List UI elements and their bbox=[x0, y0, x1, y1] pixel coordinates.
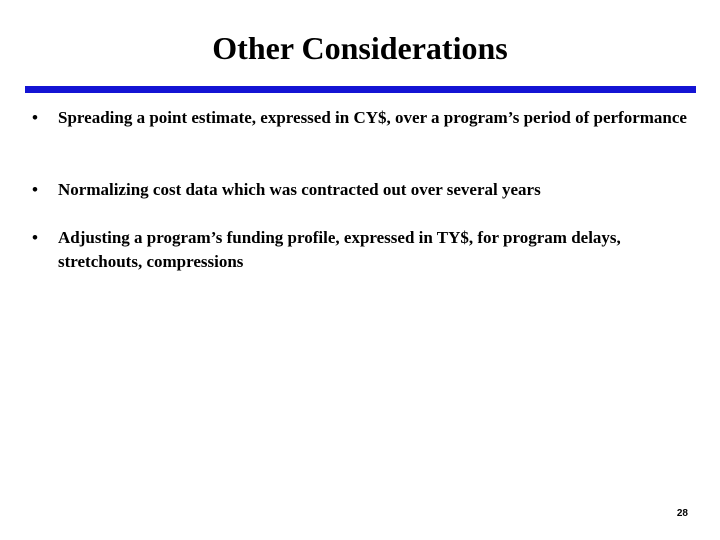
page-number: 28 bbox=[676, 508, 688, 519]
bullet-icon: • bbox=[32, 228, 38, 247]
bullet-icon: • bbox=[32, 180, 38, 199]
bullet-text: Adjusting a program’s funding profile, expressed in TY$, for program delays, stretchouts, compressions bbox=[58, 228, 621, 271]
title-divider bbox=[25, 86, 696, 93]
bullet-text: Spreading a point estimate, expressed in CY$, over a program’s period of performance bbox=[58, 108, 687, 127]
slide-title: Other Considerations bbox=[212, 30, 508, 66]
bullet-text: Normalizing cost data which was contracted out over several years bbox=[58, 180, 541, 199]
bullet-icon: • bbox=[32, 108, 38, 127]
